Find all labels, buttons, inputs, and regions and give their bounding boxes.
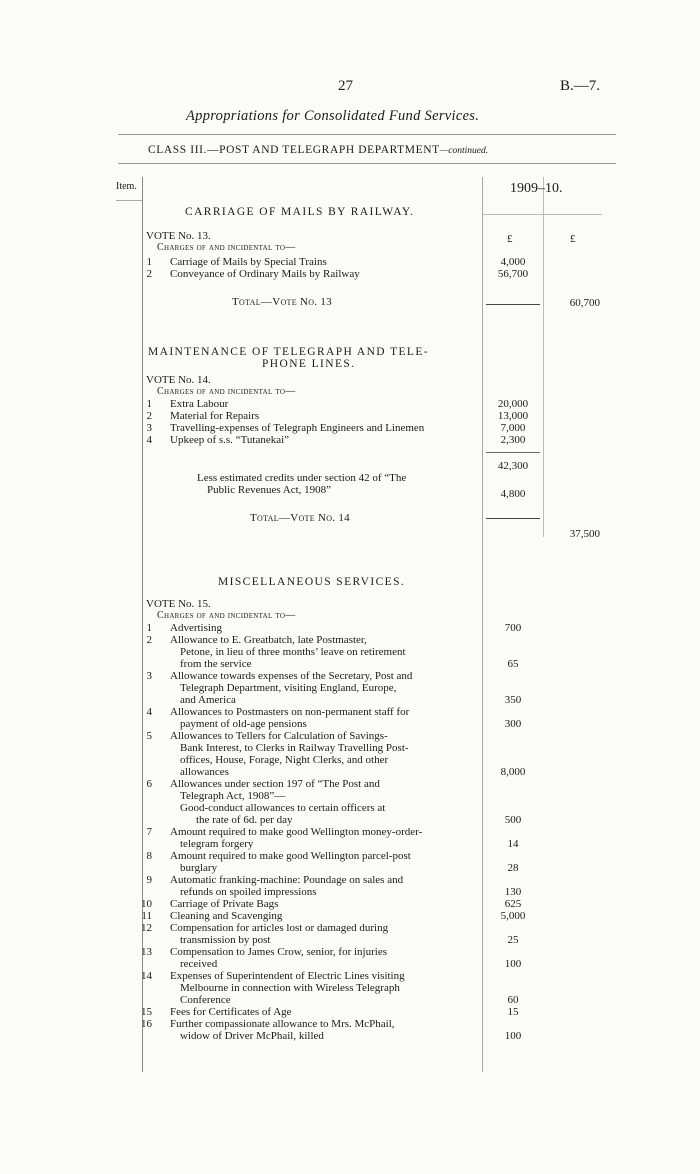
item-number: 8 <box>146 850 152 862</box>
total-column-divider <box>543 177 544 537</box>
item-number: 4 <box>146 706 152 718</box>
item-amount: 7,000 <box>500 422 526 434</box>
item-column-header: Item. <box>116 181 137 192</box>
vote-15-label: VOTE No. 15. <box>146 598 211 610</box>
vote-14-charges: Charges of and incidental to— <box>157 386 296 397</box>
item-number: 3 <box>146 670 152 682</box>
telegraph-heading-line1: MAINTENANCE OF TELEGRAPH AND TELE- <box>148 346 429 358</box>
less-credits-line1: Less estimated credits under section 42 of “The <box>197 472 407 484</box>
item-number: 9 <box>146 874 152 886</box>
vote-15-charges: Charges of and incidental to— <box>157 610 296 621</box>
item-amount: 700 <box>504 622 522 634</box>
item-number: 1 <box>146 622 152 634</box>
item-number: 5 <box>146 730 152 742</box>
item-number: 6 <box>146 778 152 790</box>
vote-13-charges: Charges of and incidental to— <box>157 242 296 253</box>
item-description: Expenses of Superintendent of Electric Lines visiting Melbourne in connection with Wireless Telegraph Conference <box>170 970 405 1006</box>
item-description: Allowance to E. Greatbatch, late Postmaster, Petone, in lieu of three months’ leave on retirement from the service <box>170 634 406 670</box>
vote-13-total-label: Total—Vote No. 13 <box>232 296 332 308</box>
currency-symbol: £ <box>507 233 513 245</box>
vote-14-subtotal: 42,300 <box>497 460 529 472</box>
item-description: Compensation for articles lost or damaged during transmission by post <box>170 922 389 946</box>
running-title: Appropriations for Consolidated Fund Services. <box>186 108 480 124</box>
item-amount: 100 <box>504 1030 522 1042</box>
item-description: Travelling-expenses of Telegraph Engineers and Linemen <box>170 422 425 434</box>
item-amount: 300 <box>504 718 522 730</box>
item-number: 15 <box>141 1006 152 1018</box>
vote-13-label: VOTE No. 13. <box>146 230 211 242</box>
item-number: 3 <box>146 422 152 434</box>
currency-symbol-total: £ <box>570 233 576 245</box>
item-number: 10 <box>141 898 152 910</box>
item-number: 2 <box>146 634 152 646</box>
item-amount: 25 <box>507 934 519 946</box>
item-amount: 625 <box>504 898 522 910</box>
class-rule <box>118 163 616 164</box>
item-description: Carriage of Mails by Special Trains <box>170 256 327 268</box>
item-amount: 130 <box>504 886 522 898</box>
item-number: 13 <box>141 946 152 958</box>
item-number: 11 <box>141 910 152 922</box>
document-reference: B.—7. <box>560 78 601 94</box>
item-description: Extra Labour <box>170 398 229 410</box>
page-number: 27 <box>338 78 353 94</box>
total-rule <box>486 518 540 519</box>
item-description: Allowances to Tellers for Calculation of Savings- Bank Interest, to Clerks in Railway Travelling Post- offices, House, Forage, Night Clerks, and other allowances <box>170 730 409 778</box>
item-amount: 500 <box>504 814 522 826</box>
item-amount: 100 <box>504 958 522 970</box>
item-amount: 65 <box>507 658 519 670</box>
item-header-rule <box>116 200 142 201</box>
year-rule <box>482 214 602 215</box>
item-number: 2 <box>146 410 152 422</box>
item-number: 2 <box>146 268 152 280</box>
vote-14-label: VOTE No. 14. <box>146 374 211 386</box>
item-amount: 350 <box>504 694 522 706</box>
less-credits-line2: Public Revenues Act, 1908” <box>207 484 332 496</box>
item-description: Further compassionate allowance to Mrs. McPhail, widow of Driver McPhail, killed <box>170 1018 395 1042</box>
misc-heading: MISCELLANEOUS SERVICES. <box>218 576 406 588</box>
item-description: Advertising <box>170 622 222 634</box>
item-amount: 28 <box>507 862 519 874</box>
item-description: Upkeep of s.s. “Tutanekai” <box>170 434 290 446</box>
item-description: Automatic franking-machine: Poundage on sales and refunds on spoiled impressions <box>170 874 404 898</box>
item-description: Amount required to make good Wellington parcel-post burglary <box>170 850 411 874</box>
item-number: 12 <box>141 922 152 934</box>
item-amount: 60 <box>507 994 519 1006</box>
less-credits-amount: 4,800 <box>500 488 526 500</box>
item-amount: 56,700 <box>497 268 529 280</box>
item-description: Amount required to make good Wellington money-order- telegram forgery <box>170 826 423 850</box>
item-description: Carriage of Private Bags <box>170 898 279 910</box>
railway-heading: CARRIAGE OF MAILS BY RAILWAY. <box>185 206 415 218</box>
item-number: 14 <box>141 970 152 982</box>
header-rule <box>118 134 616 135</box>
item-number: 7 <box>146 826 152 838</box>
item-amount: 15 <box>507 1006 519 1018</box>
item-amount: 8,000 <box>500 766 526 778</box>
item-amount: 4,000 <box>500 256 526 268</box>
item-amount: 20,000 <box>497 398 529 410</box>
item-number: 16 <box>141 1018 152 1030</box>
telegraph-heading-line2: PHONE LINES. <box>262 358 356 370</box>
item-number: 1 <box>146 256 152 268</box>
item-amount: 13,000 <box>497 410 529 422</box>
item-description: Allowances under section 197 of “The Post and Telegraph Act, 1908”— Good-conduct allowances to certain officers at the rate of 6d. per day <box>170 778 386 826</box>
vote-14-total-label: Total—Vote No. 14 <box>250 512 350 524</box>
item-description: Compensation to James Crow, senior, for injuries received <box>170 946 387 970</box>
subtotal-rule <box>486 452 540 453</box>
item-amount: 2,300 <box>500 434 526 446</box>
item-description: Cleaning and Scavenging <box>170 910 283 922</box>
item-number: 1 <box>146 398 152 410</box>
item-description: Fees for Certificates of Age <box>170 1006 292 1018</box>
total-rule <box>486 304 540 305</box>
financial-year: 1909–10. <box>510 181 563 196</box>
vote-13-total: 60,700 <box>569 297 600 309</box>
item-description: Material for Repairs <box>170 410 260 422</box>
vote-14-total: 37,500 <box>569 528 600 540</box>
item-number: 4 <box>146 434 152 446</box>
item-description: Conveyance of Ordinary Mails by Railway <box>170 268 360 280</box>
item-amount: 5,000 <box>500 910 526 922</box>
item-description: Allowance towards expenses of the Secretary, Post and Telegraph Department, visiting England, Europe, and America <box>170 670 413 706</box>
item-amount: 14 <box>507 838 519 850</box>
item-description: Allowances to Postmasters on non-permanent staff for payment of old-age pensions <box>170 706 410 730</box>
class-title: CLASS III.—POST AND TELEGRAPH DEPARTMENT—continued. <box>148 144 489 156</box>
amount-column-divider <box>482 177 483 1072</box>
